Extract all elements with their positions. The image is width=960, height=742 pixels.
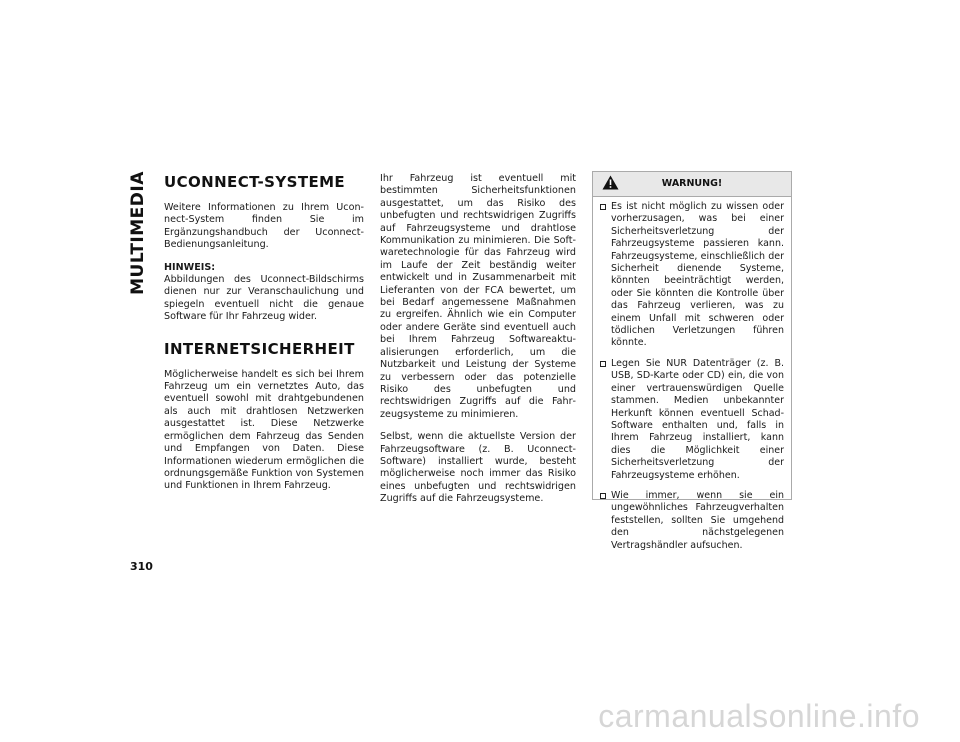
intro-paragraph: Weitere Informationen zu Ihrem Uconnect-System finden Sie im Ergänzungshandbuch der Uconnect-Bedienungsanleitung. xyxy=(164,202,364,251)
warning-header xyxy=(593,172,791,197)
square-bullet-icon xyxy=(600,204,606,210)
warning-item xyxy=(599,358,784,482)
warning-item-text: Legen Sie NUR Datenträger (z. B. USB, SD-Karte oder CD) ein, die von einer vertrauenswürdigen Quelle stammen. Medien unbekannter Herkunft können eventuell Schad-Software enthalten und, falls in Ihrem Fahrzeug installiert, kann dies die Möglichkeit einer Sicherheitsverletzung der Fahrzeugsysteme erhöhen. xyxy=(611,357,784,481)
square-bullet-icon xyxy=(600,361,606,367)
page-number: 310 xyxy=(130,560,153,573)
internet-security-paragraph: Möglicherweise handelt es sich bei Ihrem Fahrzeug um ein vernetztes Auto, das eventuell sowohl mit drahtgebundenen als auch mit drahtlosen Netzwerken ausgestattet ist. Diese Netzwerke ermöglichen dem Fahrzeug das Senden und Empfangen von Daten. Diese Informationen wiederum ermöglichen die ordnungsgemäße Funktion von Systemen und Funktionen in Ihrem Fahrzeug. xyxy=(164,368,364,492)
section-side-tab xyxy=(124,158,154,308)
software-version-paragraph: Selbst, wenn die aktuellste Version der Fahrzeugsoftware (z. B. Uconnect-Software) installiert wurde, besteht möglicherweise noch immer das Risiko eines unbefugten und rechtswidrigen Zugriffs auf die Fahrzeugsysteme. xyxy=(380,431,576,505)
warning-item-text: Wie immer, wenn sie ein ungewöhnliches Fahrzeugverhalten feststellen, sollten Sie umgehend den nächstgelegenen Vertragshändler aufsuchen. xyxy=(611,489,784,551)
warning-box xyxy=(592,171,792,551)
section-tab-label: MULTIMEDIA xyxy=(128,171,148,295)
warning-item-text: Es ist nicht möglich zu wissen oder vorherzusagen, was bei einer Sicherheitsverletzung der Fahrzeugsysteme passieren kann. Fahrzeugsysteme, einschließlich der Sicherheit dienende Systeme, könnten beeinträchtigt werden, oder Sie könnten die Kontrolle über das Fahrzeug verlieren, was zu einem Unfall mit schweren oder tödlichen Verletzungen führen könnte. xyxy=(611,201,784,349)
heading-uconnect-systeme: UCONNECT-SYSTEME xyxy=(164,173,346,191)
note-label: HINWEIS: xyxy=(164,261,216,273)
warning-item xyxy=(599,490,784,552)
warning-title: WARNUNG! xyxy=(661,178,723,189)
note-text: Abbildungen des Uconnect-Bildschirms dienen nur zur Veranschaulichung und spiegeln eventuell nicht die genaue Software für Ihr Fahrzeug wider. xyxy=(164,274,364,323)
left-column xyxy=(164,174,364,503)
middle-column xyxy=(380,173,576,516)
security-features-paragraph: Ihr Fahrzeug ist eventuell mit bestimmten Sicherheitsfunktionen ausgestattet, um das Risiko des unbefugten und rechtswidrigen Zugriffs auf Fahrzeugsysteme und drahtlose Kommunikation zu minimieren. Die Softwaretechnologie für das Fahrzeug wird im Laufe der Zeit beständig weiter entwickelt und in Zusammenarbeit mit Lieferanten von der FCA bewertet, um bei Bedarf angemessene Maßnahmen zu ergreifen. Ähnlich wie ein Computer oder andere Geräte sind eventuell auch bei Ihrem Fahrzeug Softwareaktualisierungen erforderlich, um die Nutzbarkeit und Leistung der Systeme zu verbessern oder das potenzielle Risiko des unbefugten und rechtswidrigen Zugriffs auf die Fahrzeugsysteme zu minimieren. xyxy=(380,173,576,420)
watermark: carmanualsonline.info xyxy=(598,698,920,734)
heading-internetsicherheit: INTERNETSICHERHEIT xyxy=(164,339,355,358)
square-bullet-icon xyxy=(600,493,606,499)
warning-list xyxy=(593,197,791,552)
warning-item xyxy=(599,201,784,350)
